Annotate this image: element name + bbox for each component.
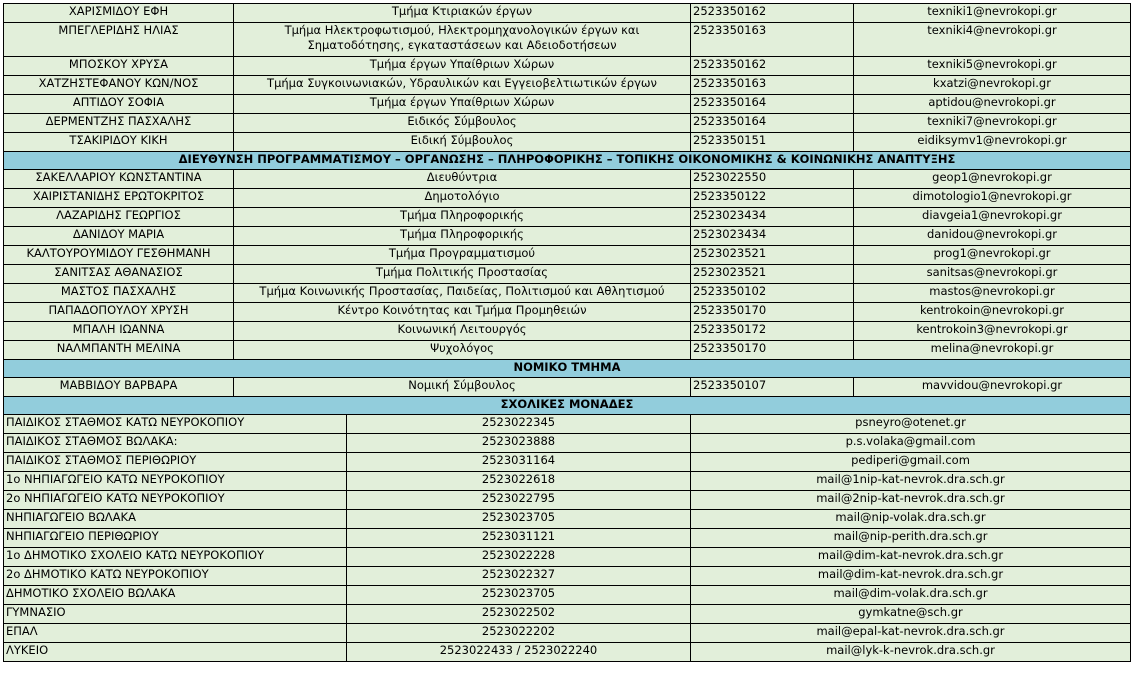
school-phone: 2523023705 — [347, 510, 691, 529]
section-header-programming — [4, 152, 1131, 170]
staff-department: Δημοτολόγιο — [234, 189, 691, 208]
staff-department: Ειδική Σύμβουλος — [234, 133, 691, 152]
contact-directory-table — [3, 3, 1131, 662]
school-email[interactable]: mail@dim-kat-nevrok.dra.sch.gr — [691, 567, 1131, 586]
staff-email[interactable]: sanitsas@nevrokopi.gr — [854, 265, 1131, 284]
school-name: ΝΗΠΙΑΓΩΓΕΙΟ ΒΩΛΑΚΑ — [4, 510, 347, 529]
school-phone: 2523022502 — [347, 605, 691, 624]
school-row — [4, 548, 1131, 567]
staff-row — [4, 208, 1131, 227]
staff-phone: 2523023434 — [691, 208, 854, 227]
staff-email[interactable]: melina@nevrokopi.gr — [854, 341, 1131, 360]
school-email[interactable]: mail@2nip-kat-nevrok.dra.sch.gr — [691, 491, 1131, 510]
school-row — [4, 529, 1131, 548]
staff-email[interactable]: eidiksymv1@nevrokopi.gr — [854, 133, 1131, 152]
school-row — [4, 491, 1131, 510]
school-phone: 2523022795 — [347, 491, 691, 510]
school-name: ΠΑΙΔΙΚΟΣ ΣΤΑΘΜΟΣ ΠΕΡΙΘΩΡΙΟΥ — [4, 453, 347, 472]
staff-department: Νομική Σύμβουλος — [234, 378, 691, 397]
school-phone: 2523022618 — [347, 472, 691, 491]
staff-phone: 2523022550 — [691, 170, 854, 189]
contact-directory-body — [4, 4, 1131, 662]
staff-name: ΚΑΛΤΟΥΡΟΥΜΙΔΟΥ ΓΕΣΘΗΜΑΝΗ — [4, 246, 234, 265]
staff-department: Τμήμα έργων Υπαίθριων Χώρων — [234, 95, 691, 114]
school-name: ΓΥΜΝΑΣΙΟ — [4, 605, 347, 624]
school-row — [4, 472, 1131, 491]
staff-phone: 2523350102 — [691, 284, 854, 303]
staff-row — [4, 189, 1131, 208]
school-phone: 2523023705 — [347, 586, 691, 605]
staff-row — [4, 114, 1131, 133]
school-email[interactable]: mail@nip-volak.dra.sch.gr — [691, 510, 1131, 529]
staff-email[interactable]: diavgeia1@nevrokopi.gr — [854, 208, 1131, 227]
staff-name: ΛΑΖΑΡΙΔΗΣ ΓΕΩΡΓΙΟΣ — [4, 208, 234, 227]
staff-phone: 2523023521 — [691, 246, 854, 265]
school-email[interactable]: gymkatne@sch.gr — [691, 605, 1131, 624]
staff-name: ΔΕΡΜΕΝΤΖΗΣ ΠΑΣΧΑΛΗΣ — [4, 114, 234, 133]
school-phone: 2523022327 — [347, 567, 691, 586]
staff-email[interactable]: mavvidou@nevrokopi.gr — [854, 378, 1131, 397]
school-row — [4, 567, 1131, 586]
staff-phone: 2523350151 — [691, 133, 854, 152]
section-title: ΝΟΜΙΚΟ ΤΜΗΜΑ — [4, 360, 1131, 378]
staff-name: ΧΑΤΖΗΣΤΕΦΑΝΟΥ ΚΩΝ/ΝΟΣ — [4, 76, 234, 95]
staff-phone: 2523023521 — [691, 265, 854, 284]
staff-email[interactable]: aptidou@nevrokopi.gr — [854, 95, 1131, 114]
school-phone: 2523031164 — [347, 453, 691, 472]
staff-email[interactable]: danidou@nevrokopi.gr — [854, 227, 1131, 246]
school-email[interactable]: p.s.volaka@gmail.com — [691, 434, 1131, 453]
staff-row — [4, 76, 1131, 95]
school-email[interactable]: mail@nip-perith.dra.sch.gr — [691, 529, 1131, 548]
staff-department: Διευθύντρια — [234, 170, 691, 189]
staff-department: Τμήμα Ηλεκτροφωτισμού, Ηλεκτρομηχανολογικών έργων και Σηματοδότησης, εγκαταστάσεων και Αδειοδοτήσεων — [234, 23, 691, 57]
school-email[interactable]: psneyro@otenet.gr — [691, 415, 1131, 434]
staff-department: Ψυχολόγος — [234, 341, 691, 360]
school-name: 2ο ΝΗΠΙΑΓΩΓΕΙΟ ΚΑΤΩ ΝΕΥΡΟΚΟΠΙΟΥ — [4, 491, 347, 510]
staff-phone: 2523350122 — [691, 189, 854, 208]
school-phone: 2523023888 — [347, 434, 691, 453]
staff-row — [4, 23, 1131, 57]
school-name: ΠΑΙΔΙΚΟΣ ΣΤΑΘΜΟΣ ΚΑΤΩ ΝΕΥΡΟΚΟΠΙΟΥ — [4, 415, 347, 434]
staff-name: ΜΠΟΣΚΟΥ ΧΡΥΣΑ — [4, 57, 234, 76]
staff-row — [4, 133, 1131, 152]
staff-phone: 2523350162 — [691, 57, 854, 76]
staff-email[interactable]: texniki7@nevrokopi.gr — [854, 114, 1131, 133]
staff-phone: 2523350162 — [691, 4, 854, 23]
staff-name: ΑΠΤΙΔΟΥ ΣΟΦΙΑ — [4, 95, 234, 114]
staff-department: Τμήμα Πληροφορικής — [234, 208, 691, 227]
staff-phone: 2523350164 — [691, 114, 854, 133]
staff-email[interactable]: kxatzi@nevrokopi.gr — [854, 76, 1131, 95]
staff-phone: 2523023434 — [691, 227, 854, 246]
staff-row — [4, 303, 1131, 322]
school-name: ΠΑΙΔΙΚΟΣ ΣΤΑΘΜΟΣ ΒΩΛΑΚΑ: — [4, 434, 347, 453]
staff-department: Τμήμα Πολιτικής Προστασίας — [234, 265, 691, 284]
staff-row — [4, 227, 1131, 246]
staff-email[interactable]: texniki4@nevrokopi.gr — [854, 23, 1131, 57]
section-header-legal — [4, 360, 1131, 378]
school-phone: 2523031121 — [347, 529, 691, 548]
staff-email[interactable]: geop1@nevrokopi.gr — [854, 170, 1131, 189]
school-email[interactable]: mail@1nip-kat-nevrok.dra.sch.gr — [691, 472, 1131, 491]
school-phone: 2523022433 / 2523022240 — [347, 643, 691, 662]
staff-department: Ειδικός Σύμβουλος — [234, 114, 691, 133]
school-row — [4, 643, 1131, 662]
staff-name: ΜΑΒΒΙΔΟΥ ΒΑΡΒΑΡΑ — [4, 378, 234, 397]
school-name: 1ο ΝΗΠΙΑΓΩΓΕΙΟ ΚΑΤΩ ΝΕΥΡΟΚΟΠΙΟΥ — [4, 472, 347, 491]
staff-phone: 2523350163 — [691, 23, 854, 57]
staff-row — [4, 322, 1131, 341]
staff-department: Τμήμα Προγραμματισμού — [234, 246, 691, 265]
staff-name: ΜΑΣΤΟΣ ΠΑΣΧΑΛΗΣ — [4, 284, 234, 303]
staff-department: Τμήμα Κτιριακών έργων — [234, 4, 691, 23]
staff-row — [4, 95, 1131, 114]
staff-row — [4, 4, 1131, 23]
school-row — [4, 586, 1131, 605]
staff-phone: 2523350164 — [691, 95, 854, 114]
staff-name: ΧΑΡΙΣΜΙΔΟΥ ΕΦΗ — [4, 4, 234, 23]
staff-department: Τμήμα έργων Υπαίθριων Χώρων — [234, 57, 691, 76]
staff-row — [4, 170, 1131, 189]
staff-row — [4, 265, 1131, 284]
school-email[interactable]: pediperi@gmail.com — [691, 453, 1131, 472]
school-row — [4, 415, 1131, 434]
staff-row — [4, 246, 1131, 265]
staff-name: ΜΠΕΓΛΕΡΙΔΗΣ ΗΛΙΑΣ — [4, 23, 234, 57]
staff-phone: 2523350170 — [691, 341, 854, 360]
staff-row — [4, 284, 1131, 303]
staff-name: ΧΑΙΡΙΣΤΑΝΙΔΗΣ ΕΡΩΤΟΚΡΙΤΟΣ — [4, 189, 234, 208]
school-row — [4, 510, 1131, 529]
section-title: ΔΙΕΥΘΥΝΣΗ ΠΡΟΓΡΑΜΜΑΤΙΣΜΟΥ – ΟΡΓΑΝΩΣΗΣ – ΠΛΗΡΟΦΟΡΙΚΗΣ – ΤΟΠΙΚΗΣ ΟΙΚΟΝΟΜΙΚΗΣ & ΚΟΙΝΩΝΙΚΗΣ ΑΝΑΠΤΥΞΗΣ — [4, 152, 1131, 170]
staff-email[interactable]: kentrokoin@nevrokopi.gr — [854, 303, 1131, 322]
school-phone: 2523022202 — [347, 624, 691, 643]
staff-row — [4, 378, 1131, 397]
staff-email[interactable]: mastos@nevrokopi.gr — [854, 284, 1131, 303]
section-header-schools — [4, 397, 1131, 415]
staff-department: Τμήμα Κοινωνικής Προστασίας, Παιδείας, Πολιτισμού και Αθλητισμού — [234, 284, 691, 303]
staff-email[interactable]: texniki5@nevrokopi.gr — [854, 57, 1131, 76]
school-email[interactable]: mail@dim-kat-nevrok.dra.sch.gr — [691, 548, 1131, 567]
school-name: 2ο ΔΗΜΟΤΙΚΟ ΚΑΤΩ ΝΕΥΡΟΚΟΠΙΟΥ — [4, 567, 347, 586]
staff-name: ΣΑΝΙΤΣΑΣ ΑΘΑΝΑΣΙΟΣ — [4, 265, 234, 284]
school-phone: 2523022228 — [347, 548, 691, 567]
staff-row — [4, 57, 1131, 76]
section-title: ΣΧΟΛΙΚΕΣ ΜΟΝΑΔΕΣ — [4, 397, 1131, 415]
staff-email[interactable]: prog1@nevrokopi.gr — [854, 246, 1131, 265]
staff-phone: 2523350172 — [691, 322, 854, 341]
staff-name: ΔΑΝΙΔΟΥ ΜΑΡΙΑ — [4, 227, 234, 246]
staff-email[interactable]: kentrokoin3@nevrokopi.gr — [854, 322, 1131, 341]
school-phone: 2523022345 — [347, 415, 691, 434]
staff-email[interactable]: texniki1@nevrokopi.gr — [854, 4, 1131, 23]
school-name: ΝΗΠΙΑΓΩΓΕΙΟ ΠΕΡΙΘΩΡΙΟΥ — [4, 529, 347, 548]
staff-name: ΜΠΑΛΗ ΙΩΑΝΝΑ — [4, 322, 234, 341]
staff-name: ΤΣΑΚΙΡΙΔΟΥ ΚΙΚΗ — [4, 133, 234, 152]
staff-phone: 2523350163 — [691, 76, 854, 95]
school-email[interactable]: mail@lyk-k-nevrok.dra.sch.gr — [691, 643, 1131, 662]
school-email[interactable]: mail@dim-volak.dra.sch.gr — [691, 586, 1131, 605]
school-name: 1ο ΔΗΜΟΤΙΚΟ ΣΧΟΛΕΙΟ ΚΑΤΩ ΝΕΥΡΟΚΟΠΙΟΥ — [4, 548, 347, 567]
school-row — [4, 453, 1131, 472]
staff-department: Τμήμα Πληροφορικής — [234, 227, 691, 246]
staff-department: Κέντρο Κοινότητας και Τμήμα Προμηθειών — [234, 303, 691, 322]
staff-row — [4, 341, 1131, 360]
school-row — [4, 434, 1131, 453]
school-name: ΛΥΚΕΙΟ — [4, 643, 347, 662]
staff-phone: 2523350107 — [691, 378, 854, 397]
staff-name: ΣΑΚΕΛΛΑΡΙΟΥ ΚΩΝΣΤΑΝΤΙΝΑ — [4, 170, 234, 189]
school-name: ΔΗΜΟΤΙΚΟ ΣΧΟΛΕΙΟ ΒΩΛΑΚΑ — [4, 586, 347, 605]
staff-department: Κοινωνική Λειτουργός — [234, 322, 691, 341]
school-row — [4, 624, 1131, 643]
staff-name: ΝΑΛΜΠΑΝΤΗ ΜΕΛΙΝΑ — [4, 341, 234, 360]
staff-phone: 2523350170 — [691, 303, 854, 322]
staff-email[interactable]: dimotologio1@nevrokopi.gr — [854, 189, 1131, 208]
school-name: ΕΠΑΛ — [4, 624, 347, 643]
school-row — [4, 605, 1131, 624]
staff-department: Τμήμα Συγκοινωνιακών, Υδραυλικών και Εγγειοβελτιωτικών έργων — [234, 76, 691, 95]
staff-name: ΠΑΠΑΔΟΠΟΥΛΟΥ ΧΡΥΣΗ — [4, 303, 234, 322]
school-email[interactable]: mail@epal-kat-nevrok.dra.sch.gr — [691, 624, 1131, 643]
